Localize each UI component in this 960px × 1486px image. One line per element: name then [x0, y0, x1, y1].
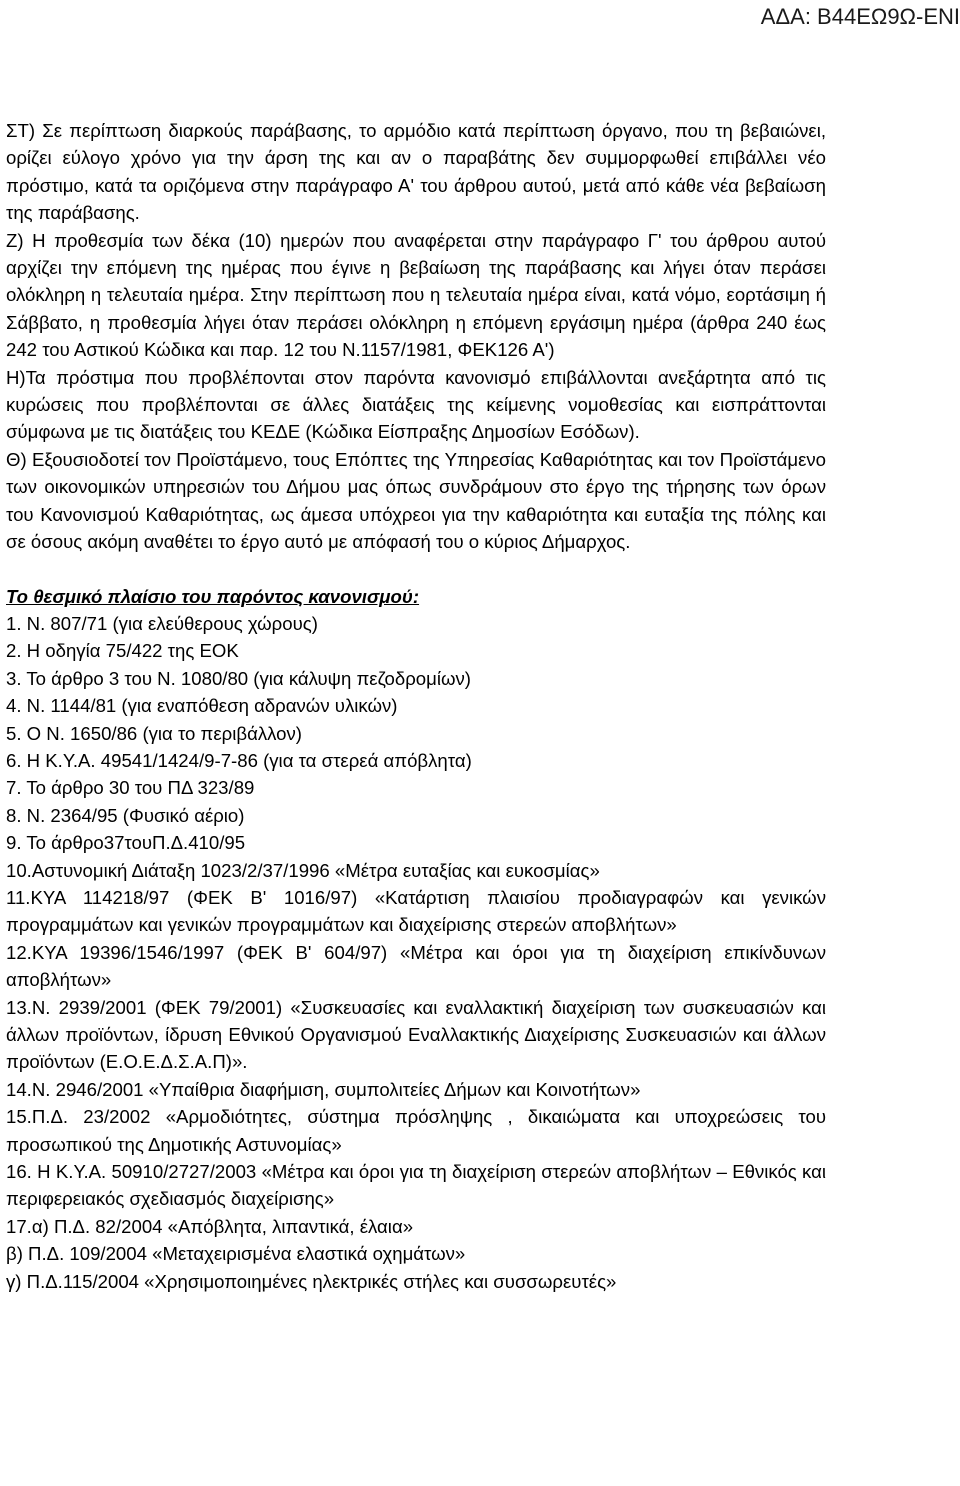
paragraph-z: Ζ) Η προθεσμία των δέκα (10) ημερών που αναφέρεται στην παράγραφο Γ' του άρθρου αυτού αρχίζει την επόμενη της ημέρας που έγινε η βεβαίωση της παράβασης και λήγει όταν περάσει ολόκληρη η τελευταία ημέρα. Στην περίπτωση που η τελευταία ημέρα είναι, κατά νόμο, εορτάσιμη ή Σάββατο, η προθεσμία λήγει όταν περάσει ολόκληρη η επόμενη εργάσιμη ημέρα (άρθρα 240 έως 242 του Αστικού Κώδικα και παρ. 12 του Ν.1157/1981, ΦΕΚ126 Α') [6, 229, 826, 361]
framework-item: 7. Το άρθρο 30 του ΠΔ 323/89 [6, 777, 255, 799]
framework-item: 12.ΚΥΑ 19396/1546/1997 (ΦΕΚ Β' 604/97) «Μέτρα και όροι για τη διαχείριση επικίνδυνων αποβλήτων» [6, 941, 826, 991]
paragraph-st: ΣΤ) Σε περίπτωση διαρκούς παράβασης, το αρμόδιο κατά περίπτωση όργανο, που τη βεβαιώνει, ορίζει εύλογο χρόνο για την άρση της και αν ο παραβάτης δεν συμμορφωθεί επιβάλλει νέο πρόστιμο, κατά τα οριζόμενα στην παράγραφο Α' του άρθρου αυτού, μετά από κάθε νέα βεβαίωση της παράβασης. [6, 120, 826, 224]
framework-item: β) Π.Δ. 109/2004 «Μεταχειρισμένα ελαστικά οχημάτων» [6, 1243, 466, 1265]
framework-item: 16. Η Κ.Υ.Α. 50910/2727/2003 «Μέτρα και όροι για τη διαχείριση στερεών αποβλήτων – Εθνικός και περιφερειακός σχεδιασμός διαχείρισης» [6, 1161, 826, 1210]
framework-item: 1. Ν. 807/71 (για ελεύθερους χώρους) [6, 612, 318, 634]
framework-item: 2. Η οδηγία 75/422 της ΕΟΚ [6, 640, 239, 662]
framework-item: 11.ΚΥΑ 114218/97 (ΦΕΚ Β' 1016/97) «Κατάρτιση πλαισίου προδιαγραφών και γενικών προγραμμάτων και γενικών προγραμμάτων και διαχείρισης στερεών αποβλήτων» [6, 886, 826, 936]
framework-item: γ) Π.Δ.115/2004 «Χρησιμοποιημένες ηλεκτρικές στήλες και συσσωρευτές» [6, 1270, 617, 1292]
framework-item: 10.Αστυνομική Διάταξη 1023/2/37/1996 «Μέτρα ευταξίας και ευκοσμίας» [6, 859, 600, 881]
framework-item: 17.α) Π.Δ. 82/2004 «Απόβλητα, λιπαντικά, έλαια» [6, 1215, 414, 1237]
framework-item: 4. Ν. 1144/81 (για εναπόθεση αδρανών υλικών) [6, 695, 398, 717]
framework-item: 6. Η Κ.Υ.Α. 49541/1424/9-7-86 (για τα στερεά απόβλητα) [6, 749, 472, 771]
framework-heading: Το θεσμικό πλαίσιο του παρόντος κανονισμού: [6, 585, 420, 607]
framework-item: 3. Το άρθρο 3 του Ν. 1080/80 (για κάλυψη πεζοδρομίων) [6, 667, 471, 689]
framework-item: 14.Ν. 2946/2001 «Υπαίθρια διαφήμιση, συμπολιτείες Δήμων και Κοινοτήτων» [6, 1078, 641, 1100]
paragraph-th: Θ) Εξουσιοδοτεί τον Προϊστάμενο, τους Επόπτες της Υπηρεσίας Καθαριότητας και τον Προϊστάμενο των οικονομικών υπηρεσιών του Δήμου μας όπως συνδράμουν στο έργο της τήρησης των όρων του Κανονισμού Καθαριότητας, ως άμεσα υπόχρεοι για την καθαριότητα και ευταξία της πόλης και σε όσους ακόμη αναθέτει το έργο αυτό με απόφασή του ο κύριος Δήμαρχος. [6, 448, 826, 553]
document-id-header: ΑΔΑ: Β44ΕΩ9Ω-ΕΝΙ [760, 4, 960, 29]
document-body [6, 117, 826, 1295]
framework-item: 9. Το άρθρο37τουΠ.Δ.410/95 [6, 832, 246, 854]
framework-item: 8. Ν. 2364/95 (Φυσικό αέριο) [6, 804, 245, 826]
section-spacer [6, 556, 826, 583]
paragraph-h: Η)Τα πρόστιμα που προβλέπονται στον παρόντα κανονισμό επιβάλλονται ανεξάρτητα από τις κυρώσεις που προβλέπονται σε άλλες διατάξεις της κείμενης νομοθεσίας και εισπράττονται σύμφωνα με τις διατάξεις του ΚΕΔΕ (Κώδικα Είσπραξης Δημοσίων Εσόδων). [6, 366, 826, 443]
framework-item: 15.Π.Δ. 23/2002 «Αρμοδιότητες, σύστημα πρόσληψης , δικαιώματα και υποχρεώσεις του προσωπικού της Δημοτικής Αστυνομίας» [6, 1106, 826, 1155]
framework-item: 5. Ο Ν. 1650/86 (για το περιβάλλον) [6, 722, 302, 744]
framework-item: 13.Ν. 2939/2001 (ΦΕΚ 79/2001) «Συσκευασίες και εναλλακτική διαχείριση των συσκευασιών και άλλων προϊόντων, ίδρυση Εθνικού Οργανισμού Εναλλακτικής Διαχείρισης Συσκευασιών και άλλων προϊόντων (Ε.Ο.Ε.Δ.Σ.Α.Π)». [6, 996, 826, 1073]
